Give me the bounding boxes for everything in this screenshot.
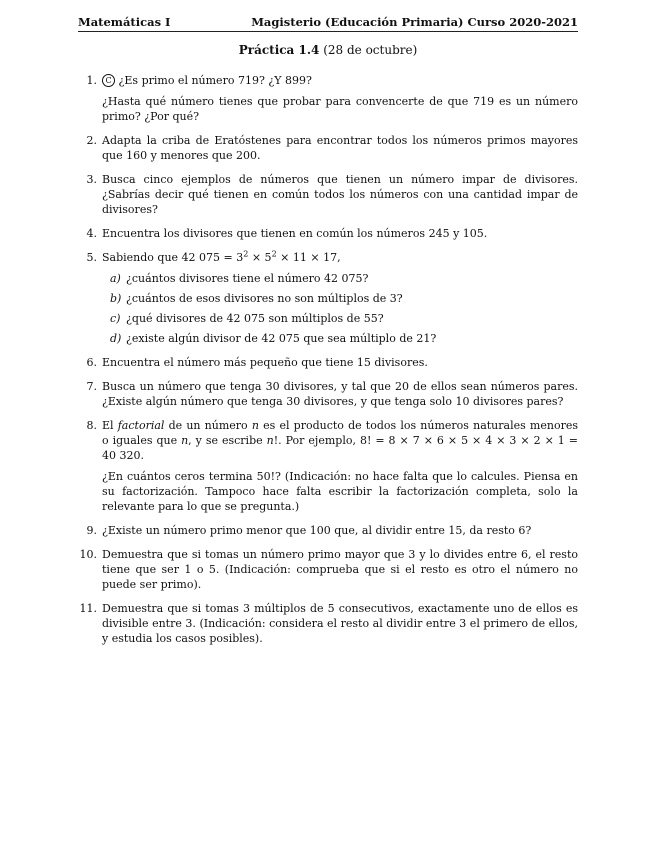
exercise-text: Busca un número que tenga 30 divisores, y tal que 20 de ellos sean números pares. ¿Existe algún número que tenga 30 divisores, y que tenga solo 10 divisores pares? [102,380,578,408]
math-variable: n [251,419,259,432]
exercise-text: Encuentra los divisores que tienen en común los números 245 y 105. [102,227,488,240]
term-factorial: factorial [117,419,165,432]
exercise-text: Encuentra el número más pequeño que tiene 15 divisores. [102,356,428,369]
exercise-number: 3. [86,173,97,186]
exercise-10 [78,547,578,592]
exercise-extra: ¿En cuántos ceros termina 50!? (Indicación: no hace falta que lo calcules. Piensa en su factorización. Tampoco hace falta escribir la factorización completa, solo la relevante para lo que se pregunta.) [102,470,578,513]
exercise-3 [78,172,578,217]
text-part: de un número [164,419,252,432]
exercise-number: 1. [86,74,97,87]
exercise-11 [78,601,578,646]
text-part: El [102,419,118,432]
title-date: (28 de octubre) [323,43,418,57]
exercise-text [102,250,578,265]
exercise-4 [78,226,578,241]
exercise-number: 11. [79,602,97,615]
subitem-label: c) [110,312,121,325]
text-part: !. Por ejemplo, 8! = 8 × 7 × 6 × 5 × 4 × 3 × 2 × 1 = 40 320. [102,434,578,462]
exercise-text [102,418,578,463]
exercise-number: 5. [86,251,97,264]
subitem-d [102,331,578,346]
subitem-a [102,271,578,286]
exercise-extra: ¿Hasta qué número tienes que probar para convencerte de que 719 es un número primo? ¿Por qué? [102,95,578,123]
math-variable: n [266,434,274,447]
copyright-mark-icon: C [102,74,115,87]
exercise-number: 9. [86,524,97,537]
page-header [78,15,578,32]
header-course: Matemáticas I [78,15,171,29]
title-name: Práctica 1.4 [238,43,320,57]
subitem-text: ¿qué divisores de 42 075 son múltiplos de 55? [126,312,384,325]
formula-part: Sabiendo que 42 075 = 3 [102,251,244,264]
subitem-b [102,291,578,306]
exercise-list [78,73,578,655]
subitem-text: ¿cuántos divisores tiene el número 42 075? [126,272,369,285]
exercise-2 [78,133,578,163]
exercise-6 [78,355,578,370]
exercise-number: 7. [86,380,97,393]
exercise-text: Busca cinco ejemplos de números que tienen un número impar de divisores. ¿Sabrías decir qué tienen en común todos los números con una cantidad impar de divisores? [102,173,578,216]
subitem-text: ¿cuántos de esos divisores no son múltiplos de 3? [126,292,403,305]
subitem-text: ¿existe algún divisor de 42 075 que sea múltiplo de 21? [126,332,437,345]
exercise-5 [78,250,578,346]
exercise-7 [78,379,578,409]
math-variable: n [181,434,189,447]
formula-exponent: 2 [243,249,249,259]
exercise-text: Demuestra que si tomas un número primo mayor que 3 y lo divides entre 6, el resto tiene que ser 1 o 5. (Indicación: comprueba que si el resto es otro el número no puede ser primo). [102,548,578,591]
exercise-number: 4. [86,227,97,240]
exercise-text: Adapta la criba de Eratóstenes para encontrar todos los números primos mayores que 160 y menores que 200. [102,134,578,162]
subitem-label: d) [110,332,122,345]
text-part: es el producto de todos los números naturales menores o iguales que [102,419,578,447]
exercise-1 [78,73,578,124]
exercise-text: ¿Es primo el número 719? ¿Y 899? [118,74,312,87]
exercise-8 [78,418,578,514]
header-program: Magisterio (Educación Primaria) Curso 2020-2021 [251,15,578,29]
exercise-text: ¿Existe un número primo menor que 100 que, al dividir entre 15, da resto 6? [102,524,532,537]
formula-exponent: 2 [271,249,277,259]
subitem-list [102,271,578,346]
subitem-c [102,311,578,326]
exercise-number: 8. [86,419,97,432]
page-title [78,43,578,57]
subitem-label: b) [110,292,122,305]
text-part: , y se escribe [188,434,267,447]
exercise-number: 6. [86,356,97,369]
formula-part: × 5 [248,251,272,264]
exercise-number: 10. [79,548,97,561]
exercise-text: Demuestra que si tomas 3 múltiplos de 5 consecutivos, exactamente uno de ellos es divisible entre 3. (Indicación: considera el resto al dividir entre 3 el primero de ellos, y estudia los casos posibles). [102,602,578,645]
formula-part: × 11 × 17, [276,251,341,264]
subitem-label: a) [110,272,121,285]
exercise-9 [78,523,578,538]
exercise-number: 2. [86,134,97,147]
